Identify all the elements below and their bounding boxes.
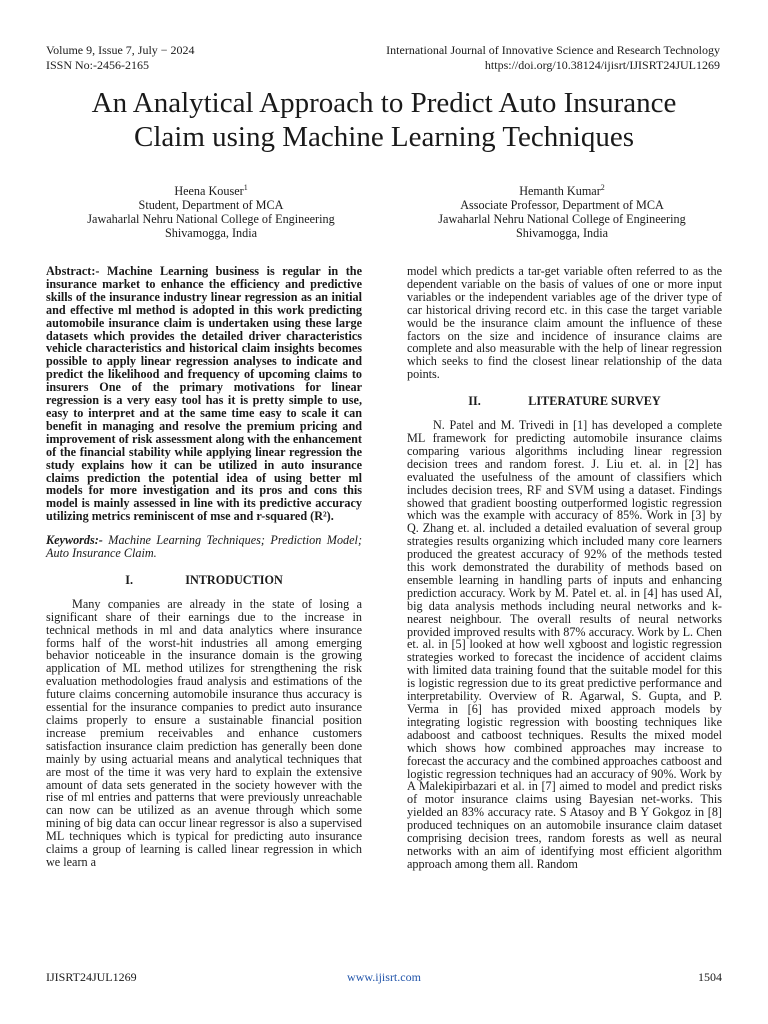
author-institution: Jawaharlal Nehru National College of Engineering (438, 212, 686, 227)
author-block-2 (398, 181, 726, 240)
footer-page-number: 1504 (698, 970, 722, 984)
header-right (386, 43, 720, 73)
author-name: Heena Kouser$^1$ (174, 183, 248, 199)
abstract-label: Abstract:- (46, 264, 100, 278)
header-left (46, 43, 195, 73)
author-name: Hemanth Kumar$^2$ (519, 183, 605, 199)
footer-website-link[interactable]: www.ijisrt.com (347, 970, 421, 984)
abstract (46, 265, 362, 523)
journal-name: International Journal of Innovative Science and Research Technology (386, 43, 720, 57)
author-institution: Jawaharlal Nehru National College of Engineering (87, 212, 335, 227)
keywords (46, 534, 362, 560)
title-line-1: An Analytical Approach to Predict Auto Insurance (91, 87, 677, 119)
abstract-text: Machine Learning business is regular in the insurance market to enhance the efficiency and predictive skills of the insurance industry linear regression as an initial and effective ml method is adopted in this work predicting automobile insurance claim is undertaken using these large datasets which provides the detailed driver characteristics vehicle characteristics and historical claim insights becomes possible to apply linear regression analyses to indicate and predict the likelihood and frequency of upcoming claims to insurers One of the primary motivations for linear regression is a very easy tool has it is pretty simple to use, easy to interpret and at the same time easy to scale it can benefit in managing and resolve the premium pricing and improvement of risk assessment along with the enhancement of the financial stability while applying linear regression the study explains how it can be utilized in auto insurance claims prediction the potential idea of using better ml models for more investigation and its pros and cons this model is mainly assessed in line with its predictive accuracy utilizing metrics reminiscent of mse and r-squared (R²). (46, 264, 362, 524)
author-block-1 (46, 181, 376, 240)
doi-link[interactable]: https://doi.org/10.38124/ijisrt/IJISRT24JUL1269 (484, 58, 720, 72)
section-heading-literature-survey: II. LITERATURE SURVEY (468, 394, 661, 409)
footer-paper-id: IJISRT24JUL1269 (46, 970, 137, 984)
literature-survey-paragraph: N. Patel and M. Trivedi in [1] has developed a complete ML framework for predicting automobile insurance claims comparing various algorithms including linear regression decision trees and random forest. J. Liu et. al. in [2] has evaluated the usefulness of the amount of classifiers which includes decision trees, RF and SVM using a dataset. Findings showed that gradient boosting outperformed logistic regression which was the example with accuracy of 85%. Work in [3] by Q. Zhang et. al. included a detailed evaluation of several group strategies results organizing which included many core learners produced the greatest accuracy of 92% of the methods tested this work demonstrated the durability of methods based on ensemble learning in handling parts of inputs and enhancing prediction accuracy. Work by M. Patel et. al. in [4] has used AI, big data analysis methods including neural networks and k-nearest neighbour. The overall results of neural networks provided improved results with 87% accuracy. Work by L. Chen et. al. in [5] looked at how well xgboost and logistic regression strategies worked to forecast the incidence of accident claims with limited data training found that the suitable model for this is logistic regression due to its great predictive performance and interpretability. Overview of R. Agarwal, S. Gupta, and P. Verma in [6] has provided mixed approach models by integrating logistic regression with boosting techniques like adaboost and catboost techniques. Results the mixed model which shows how combined approaches may increase to forecast the accuracy and the combined approaches catboost and logistic regression techniques had an accuracy of 90%. Work by A Malekipirbazari et al. in [7] aimed to model and predict risks of motor insurance claims using Bayesian net-works. This yielded an 83% accuracy rate. S Atasoy and B Y Gokgoz in [8] produced techniques on an automobile insurance claim dataset comprising decision trees, random forests as well as neural networks with an aim of identifying most efficient algorithm approach among them all. Random (407, 418, 722, 871)
volume-info: Volume 9, Issue 7, July − 2024 (46, 43, 195, 57)
issn: ISSN No:-2456-2165 (46, 58, 150, 72)
author-city: Shivamogga, India (515, 226, 609, 241)
title-line-2: Claim using Machine Learning Techniques (134, 121, 634, 153)
keywords-label: Keywords:- (46, 533, 103, 548)
right-column (407, 265, 722, 871)
author-role: Associate Professor, Department of MCA (460, 198, 664, 213)
introduction-continued: model which predicts a tar-get variable often referred to as the dependent variable on the basis of values of one or more input variables or the independent variables age of the driver type of car historical driving record etc. in this case the target variable would be the insurance claim amount the influence of these factors on the size and incidence of insurance claims are complete and also measurable with the help of linear regression which seeks to find the closest linear relationship of the data points. (407, 264, 722, 382)
left-column (46, 265, 362, 869)
author-role: Student, Department of MCA (138, 198, 284, 213)
section-heading-introduction: I. INTRODUCTION (125, 572, 283, 587)
author-city: Shivamogga, India (164, 226, 258, 241)
keywords-text: Machine Learning Techniques; Prediction Model; Auto Insurance Claim. (46, 533, 362, 561)
paper-title (20, 86, 748, 154)
introduction-paragraph: Many companies are already in the state of losing a significant share of their earnings due to the increase in technical methods in ml and data analytics where insurance forms half of the worst-hit industries all among emerging behavior noticeable in the insurance domain is the growing application of ML method utilizes for strengthening the risk evaluation methodologies fraud analysis and estimations of the future claims concerning automobile insurance thus accuracy is essential for the insurance companies to predict auto insurance claims properly to ensure a sustainable financial position increase premium receivables and enhance customers satisfaction insurance claim prediction has generally been done mainly by using actuarial means and analytical techniques that are most of the time it was very hard to explain the extensive amount of data sets generated in the society however with the rise of ml entries and patterns that were previously unreachable can now can be utilized as an avenue through which some mining of big data can occur linear regressor is also a supervised ML techniques which is typical for predicting auto insurance claims a group of learning is called linear regression in which we learn a (46, 596, 362, 869)
